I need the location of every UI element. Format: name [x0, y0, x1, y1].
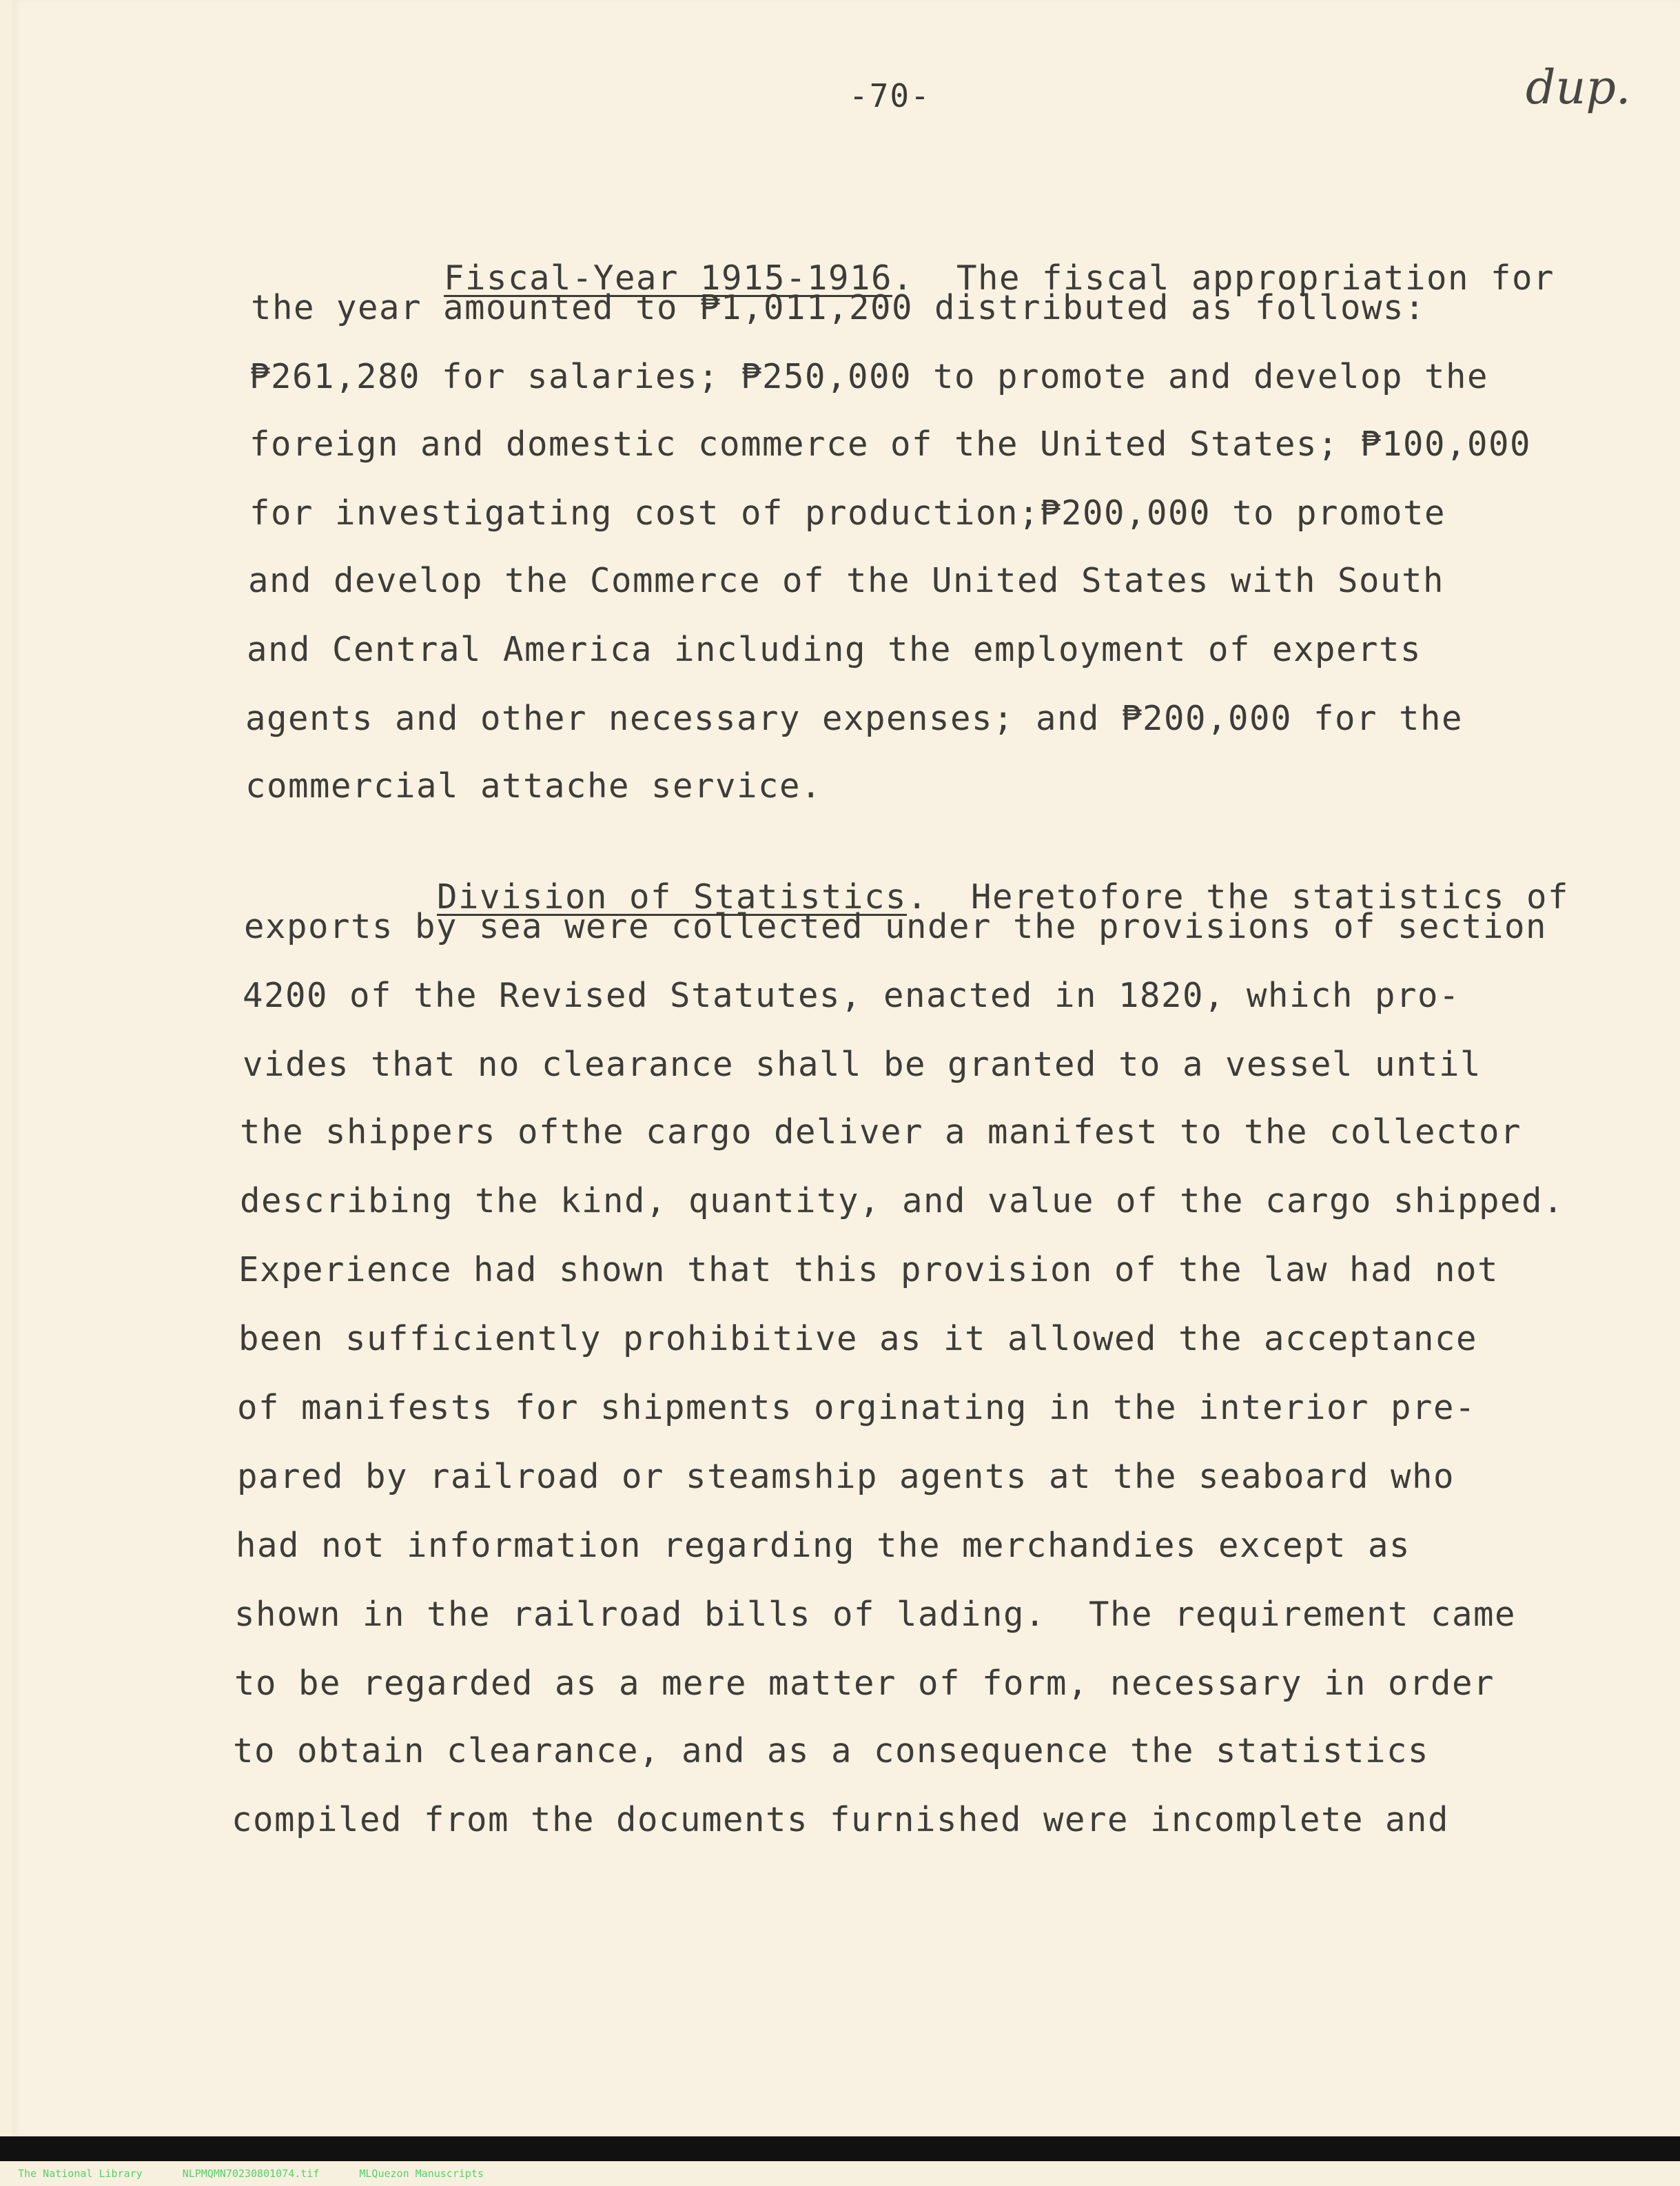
- handwritten-annotation: dup.: [1526, 61, 1631, 115]
- paragraph1-line-7: and Central America including the employment of experts: [247, 630, 1422, 669]
- paragraph2-line-8: been sufficiently prohibitive as it allowed the acceptance: [238, 1319, 1478, 1358]
- paragraph1-line-8: agents and other necessary expenses; and ₱200,000 for the: [245, 699, 1464, 738]
- paragraph2-line-11: had not information regarding the merchandies except as: [236, 1526, 1411, 1565]
- paragraph2-line-9: of manifests for shipments orginating in the interior pre-: [237, 1388, 1477, 1427]
- paragraph2-line-10: pared by railroad or steamship agents at the seaboard who: [237, 1457, 1455, 1496]
- footer-library: The National Library: [18, 2167, 143, 2180]
- paragraph2-line-13: to be regarded as a mere matter of form, necessary in order: [234, 1664, 1495, 1703]
- paragraph1-heading: Fiscal-Year 1915-1916: [444, 258, 893, 298]
- paragraph1-line-2: the year amounted to ₱1,011,200 distributed as follows:: [251, 288, 1426, 327]
- page-number: -70-: [849, 77, 931, 114]
- paragraph2-line-2: exports by sea were collected under the provisions of section: [244, 907, 1548, 946]
- paragraph1-line-1-text: . The fiscal appropriation for: [892, 258, 1555, 298]
- footer-file-id: NLPMQMN70230801074.tif: [182, 2167, 320, 2180]
- footer-collection: MLQuezon Manuscripts: [359, 2167, 484, 2180]
- paragraph2-line-7: Experience had shown that this provision of the law had not: [238, 1250, 1499, 1289]
- paragraph2-line-1-text: . Heretofore the statistics of: [907, 877, 1570, 917]
- paragraph1-line-5: for investigating cost of production;₱200,000 to promote: [249, 493, 1446, 533]
- paragraph2-line-3: 4200 of the Revised Statutes, enacted in 1820, which pro-: [243, 976, 1461, 1015]
- paragraph2-line-4: vides that no clearance shall be granted to a vessel until: [243, 1045, 1482, 1084]
- document-page: [12, 0, 1680, 2136]
- paragraph1-line-9: commercial attache service.: [245, 766, 823, 806]
- paragraph1-line-6: and develop the Commerce of the United States with South: [248, 561, 1445, 600]
- paragraph2-line-14: to obtain clearance, and as a consequence the statistics: [233, 1731, 1430, 1770]
- paragraph2-line-6: describing the kind, quantity, and value of the cargo shipped.: [240, 1181, 1565, 1220]
- paragraph1-line-4: foreign and domestic commerce of the United States; ₱100,000: [249, 425, 1532, 464]
- paragraph2-line-15: compiled from the documents furnished were incomplete and: [232, 1800, 1450, 1839]
- scan-footer: [0, 2136, 1680, 2180]
- paragraph1-line-3: ₱261,280 for salaries; ₱250,000 to promote and develop the: [249, 357, 1489, 396]
- paragraph2-line-5: the shippers ofthe cargo deliver a manifest to the collector: [240, 1112, 1522, 1152]
- paragraph2-heading: Division of Statistics: [437, 877, 908, 917]
- paragraph2-line-12: shown in the railroad bills of lading. The requirement came: [234, 1595, 1517, 1634]
